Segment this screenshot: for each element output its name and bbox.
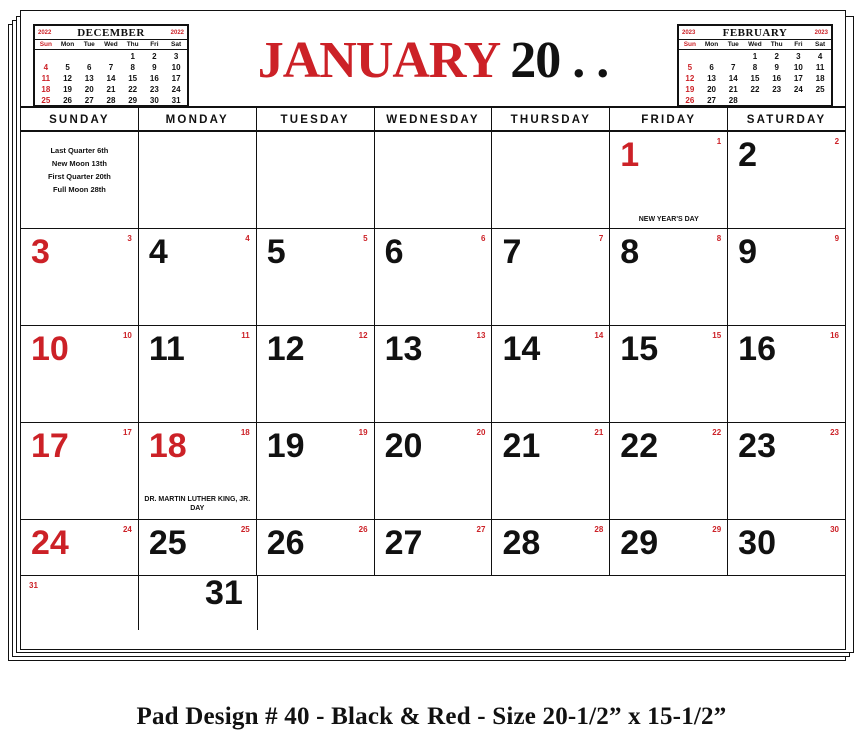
week-row: [21, 423, 845, 520]
mini-next-day: [722, 50, 744, 62]
mini-previous-year-right: 2022: [170, 30, 184, 36]
calendar-sheet: [20, 10, 846, 650]
day-cell[interactable]: [375, 326, 493, 422]
day-cell[interactable]: [728, 132, 845, 228]
holiday-label: DR. MARTIN LUTHER KING, JR. DAY: [144, 496, 251, 512]
day-cell[interactable]: [493, 576, 610, 630]
day-number: 8: [620, 233, 640, 271]
day-number: 29: [620, 524, 659, 562]
day-number: 17: [31, 427, 69, 465]
day-cell[interactable]: [21, 132, 139, 228]
day-cell[interactable]: [258, 576, 375, 630]
day-cell[interactable]: [139, 132, 257, 228]
day-number: 12: [266, 330, 305, 368]
mini-next-day: 23: [772, 84, 782, 94]
day-cell[interactable]: [21, 229, 139, 325]
mini-next-day: 3: [796, 51, 801, 61]
day-cell[interactable]: [492, 423, 610, 519]
mini-next-day: 7: [731, 62, 736, 72]
caption-text: Pad Design # 40 - Black & Red - Size 20-1/2” x 15-1/2”: [136, 703, 727, 730]
mini-previous-day: 13: [84, 73, 94, 83]
day-cell[interactable]: [610, 423, 728, 519]
day-of-year: 6: [480, 234, 486, 243]
day-number: 2: [738, 136, 758, 174]
mini-next-dow: Wed: [744, 40, 766, 50]
mini-next-day: 18: [815, 73, 825, 83]
day-cell[interactable]: [728, 229, 845, 325]
mini-previous-day: 11: [41, 73, 51, 83]
mini-next-year-right: 2023: [814, 30, 828, 36]
mini-calendar-next-header: [679, 26, 831, 40]
day-cell[interactable]: [610, 132, 728, 228]
day-of-year: 19: [358, 428, 368, 437]
mini-next-day: 13: [707, 73, 716, 83]
calendar-header: [21, 11, 845, 108]
day-of-year: 3: [127, 234, 132, 243]
day-number: 4: [148, 233, 168, 271]
day-number: 14: [502, 330, 541, 368]
day-number: 15: [620, 330, 659, 368]
day-of-year: 18: [240, 428, 250, 437]
mini-previous-day: 15: [128, 73, 138, 83]
day-cell[interactable]: [375, 423, 493, 519]
mini-previous-day: 2: [152, 51, 157, 61]
day-cell[interactable]: [139, 423, 257, 519]
mini-previous-month-name: DECEMBER: [77, 26, 145, 39]
week-row: [21, 326, 845, 423]
day-cell[interactable]: [610, 326, 728, 422]
day-cell[interactable]: [257, 229, 375, 325]
day-cell[interactable]: [21, 576, 139, 630]
day-of-year: 9: [834, 234, 840, 243]
day-number: 19: [266, 427, 305, 465]
mini-previous-dow: Sat: [165, 40, 187, 50]
day-cell[interactable]: [139, 520, 257, 575]
mini-next-week: [679, 94, 831, 105]
day-of-year: 26: [358, 525, 368, 534]
mini-next-day: 2: [774, 51, 779, 61]
day-cell[interactable]: [728, 520, 845, 575]
day-number: 9: [738, 233, 758, 271]
mini-previous-day: 4: [43, 62, 49, 72]
mini-previous-day: 18: [41, 84, 51, 94]
mini-previous-day: 6: [87, 62, 92, 72]
day-number: 24: [31, 524, 69, 562]
day-of-year: 22: [712, 428, 722, 437]
mini-next-dow: Tue: [722, 40, 744, 50]
day-cell[interactable]: [610, 229, 728, 325]
day-cell[interactable]: [492, 326, 610, 422]
day-of-year: 15: [712, 331, 722, 340]
mini-next-year-left: 2023: [682, 30, 696, 36]
weekday-header-tuesday: TUESDAY: [257, 108, 375, 130]
mini-previous-day: 10: [171, 62, 181, 72]
mini-previous-day: 27: [84, 95, 94, 105]
day-cell[interactable]: [728, 423, 845, 519]
day-of-year: 8: [716, 234, 722, 243]
mini-previous-day: 26: [63, 95, 72, 105]
weekday-header-sunday: SUNDAY: [21, 108, 139, 130]
day-number: 10: [31, 330, 69, 368]
day-of-year: 5: [363, 234, 368, 243]
mini-previous-day: 19: [63, 84, 72, 94]
day-number: 26: [266, 524, 305, 562]
day-cell[interactable]: [610, 576, 727, 630]
day-of-year: 30: [830, 525, 840, 534]
mini-next-dow: Mon: [701, 40, 723, 50]
moon-phase-item: First Quarter 20th: [47, 172, 111, 181]
mini-previous-dow: Fri: [144, 40, 166, 50]
day-of-year: 25: [240, 525, 250, 534]
day-number: 11: [148, 330, 185, 368]
day-number: 18: [148, 427, 187, 465]
mini-next-day: 24: [793, 84, 803, 94]
mini-next-day: 21: [728, 84, 738, 94]
mini-next-dow: Fri: [788, 40, 810, 50]
mini-next-week: [679, 50, 831, 62]
week-row: [21, 520, 845, 576]
day-of-year: 10: [122, 331, 132, 340]
day-cell[interactable]: [492, 132, 610, 228]
mini-previous-year-left: 2022: [38, 30, 52, 36]
mini-next-day: 5: [687, 62, 693, 72]
mini-previous-day: 7: [108, 62, 114, 72]
day-cell[interactable]: [139, 576, 257, 630]
mini-previous-day: 31: [171, 95, 181, 105]
mini-next-day: 19: [685, 84, 695, 94]
mini-next-day: 20: [707, 84, 716, 94]
day-cell[interactable]: [21, 520, 139, 575]
mini-previous-day: 23: [149, 84, 159, 94]
title-year: 20 . .: [510, 32, 609, 89]
mini-previous-day: 5: [65, 62, 70, 72]
day-of-year: 12: [358, 331, 368, 340]
mini-next-day: 22: [750, 84, 760, 94]
mini-previous-day: 20: [84, 84, 94, 94]
mini-previous-day: 25: [41, 95, 51, 105]
day-of-year: 1: [716, 137, 722, 146]
mini-next-day: [701, 50, 723, 62]
day-cell[interactable]: [139, 229, 257, 325]
mini-previous-day: 29: [128, 95, 138, 105]
day-cell[interactable]: [139, 326, 257, 422]
day-of-year: 23: [830, 428, 840, 437]
week-row: [21, 132, 845, 229]
mini-next-day: 14: [728, 73, 738, 83]
mini-previous-day: 12: [63, 73, 72, 83]
mini-previous-day: 14: [106, 73, 116, 83]
mini-next-day: 4: [817, 51, 823, 61]
mini-next-dow: Thu: [766, 40, 788, 50]
day-cell[interactable]: [257, 326, 375, 422]
day-cell[interactable]: [375, 132, 493, 228]
mini-previous-day: 28: [106, 95, 116, 105]
day-of-year: 28: [594, 525, 604, 534]
day-cell[interactable]: [492, 520, 610, 575]
weekday-header-thursday: THURSDAY: [492, 108, 610, 130]
holiday-label: NEW YEAR'S DAY: [638, 216, 699, 223]
day-of-year: 27: [476, 525, 486, 534]
day-number: 30: [738, 524, 776, 562]
mini-previous-dow: Wed: [100, 40, 122, 50]
mini-next-day: [679, 50, 701, 62]
weekday-header-row: [21, 108, 845, 132]
day-number: 27: [384, 524, 423, 562]
day-cell[interactable]: [257, 423, 375, 519]
mini-next-day: 1: [752, 51, 758, 61]
day-cell[interactable]: [257, 520, 375, 575]
day-number: 6: [384, 233, 404, 271]
day-number: 28: [502, 524, 541, 562]
mini-previous-day: 9: [152, 62, 157, 72]
day-number: 3: [31, 233, 50, 271]
day-cell[interactable]: [728, 576, 845, 630]
day-of-year: 13: [476, 331, 486, 340]
mini-next-month-name: FEBRUARY: [722, 26, 788, 39]
day-of-year: 11: [241, 331, 250, 340]
day-of-year: 4: [245, 234, 250, 243]
mini-previous-day: 17: [171, 73, 181, 83]
title-month: JANUARY: [257, 32, 499, 89]
day-of-year: 2: [834, 137, 840, 146]
day-number: 5: [266, 233, 286, 271]
weekday-header-wednesday: WEDNESDAY: [375, 108, 493, 130]
mini-next-day: [744, 94, 766, 105]
day-number: 21: [502, 427, 541, 465]
day-number: 1: [620, 136, 640, 174]
day-cell[interactable]: [728, 326, 845, 422]
mini-next-day: 12: [685, 73, 695, 83]
day-cell[interactable]: [375, 576, 492, 630]
day-of-year: 24: [122, 525, 132, 534]
mini-previous-day: 1: [130, 51, 135, 61]
mini-previous-week: [35, 94, 187, 105]
day-cell[interactable]: [375, 520, 493, 575]
mini-previous-day: 21: [106, 84, 116, 94]
mini-previous-dow: Mon: [57, 40, 79, 50]
day-number: 20: [384, 427, 423, 465]
mini-next-day: 17: [793, 73, 803, 83]
moon-phase-item: New Moon 13th: [51, 159, 107, 168]
moon-phase-item: Full Moon 28th: [52, 185, 106, 194]
mini-next-day: 15: [750, 73, 760, 83]
day-number: 23: [738, 427, 776, 465]
day-cell[interactable]: [375, 229, 493, 325]
day-cell[interactable]: [21, 326, 139, 422]
mini-next-dow: Sat: [809, 40, 831, 50]
weekday-header-friday: FRIDAY: [610, 108, 728, 130]
weekday-header-saturday: SATURDAY: [746, 114, 827, 126]
week-row: [21, 229, 845, 326]
mini-calendar-next: [677, 24, 833, 107]
mini-next-week: [679, 72, 831, 83]
mini-previous-day: 8: [130, 62, 135, 72]
mini-next-day: [809, 94, 831, 105]
mini-previous-dow: Tue: [78, 40, 100, 50]
mini-previous-day: 30: [149, 95, 159, 105]
mini-next-day: 10: [793, 62, 803, 72]
mini-calendar-next-grid: [679, 40, 831, 105]
mini-previous-day: 3: [173, 51, 179, 61]
mini-next-day: 11: [815, 62, 825, 72]
mini-next-day: [766, 94, 788, 105]
week-row: [21, 576, 845, 630]
moon-phase-item: Last Quarter 6th: [50, 146, 109, 155]
day-number: 16: [738, 330, 776, 368]
day-of-year: 7: [598, 234, 604, 243]
mini-next-day: 9: [774, 62, 779, 72]
day-of-year: 14: [594, 331, 604, 340]
day-of-year: 17: [122, 428, 132, 437]
mini-next-day: 28: [728, 95, 738, 105]
mini-previous-dow: Sun: [35, 40, 57, 50]
day-cell[interactable]: [257, 132, 375, 228]
mini-next-day: 25: [815, 84, 825, 94]
day-number: 25: [148, 524, 187, 562]
mini-next-dow-row: [679, 40, 831, 50]
mini-next-dow: Sun: [679, 40, 701, 50]
mini-next-day: [788, 94, 810, 105]
mini-previous-day: 24: [171, 84, 181, 94]
day-cell[interactable]: [21, 423, 139, 519]
day-number: 7: [502, 233, 522, 271]
day-of-year: 20: [476, 428, 486, 437]
day-cell[interactable]: [610, 520, 728, 575]
day-cell[interactable]: [492, 229, 610, 325]
mini-next-day: 27: [707, 95, 716, 105]
mini-previous-day: 16: [149, 73, 159, 83]
mini-next-day: 26: [685, 95, 695, 105]
day-of-year: 29: [712, 525, 722, 534]
moon-phase-list: [21, 144, 138, 196]
day-of-year: 21: [594, 428, 604, 437]
mini-next-day: 16: [772, 73, 782, 83]
day-of-year: 31: [29, 581, 38, 590]
day-number: 22: [620, 427, 659, 465]
day-number: 31: [205, 576, 243, 612]
mini-next-day: 6: [709, 62, 714, 72]
weekday-header-monday: MONDAY: [139, 108, 257, 130]
mini-next-week: [679, 61, 831, 72]
mini-previous-day: 22: [128, 84, 138, 94]
mini-previous-dow: Thu: [122, 40, 144, 50]
mini-next-day: 8: [752, 62, 758, 72]
mini-next-week: [679, 83, 831, 94]
day-of-year: 16: [830, 331, 840, 340]
day-number: 13: [384, 330, 423, 368]
